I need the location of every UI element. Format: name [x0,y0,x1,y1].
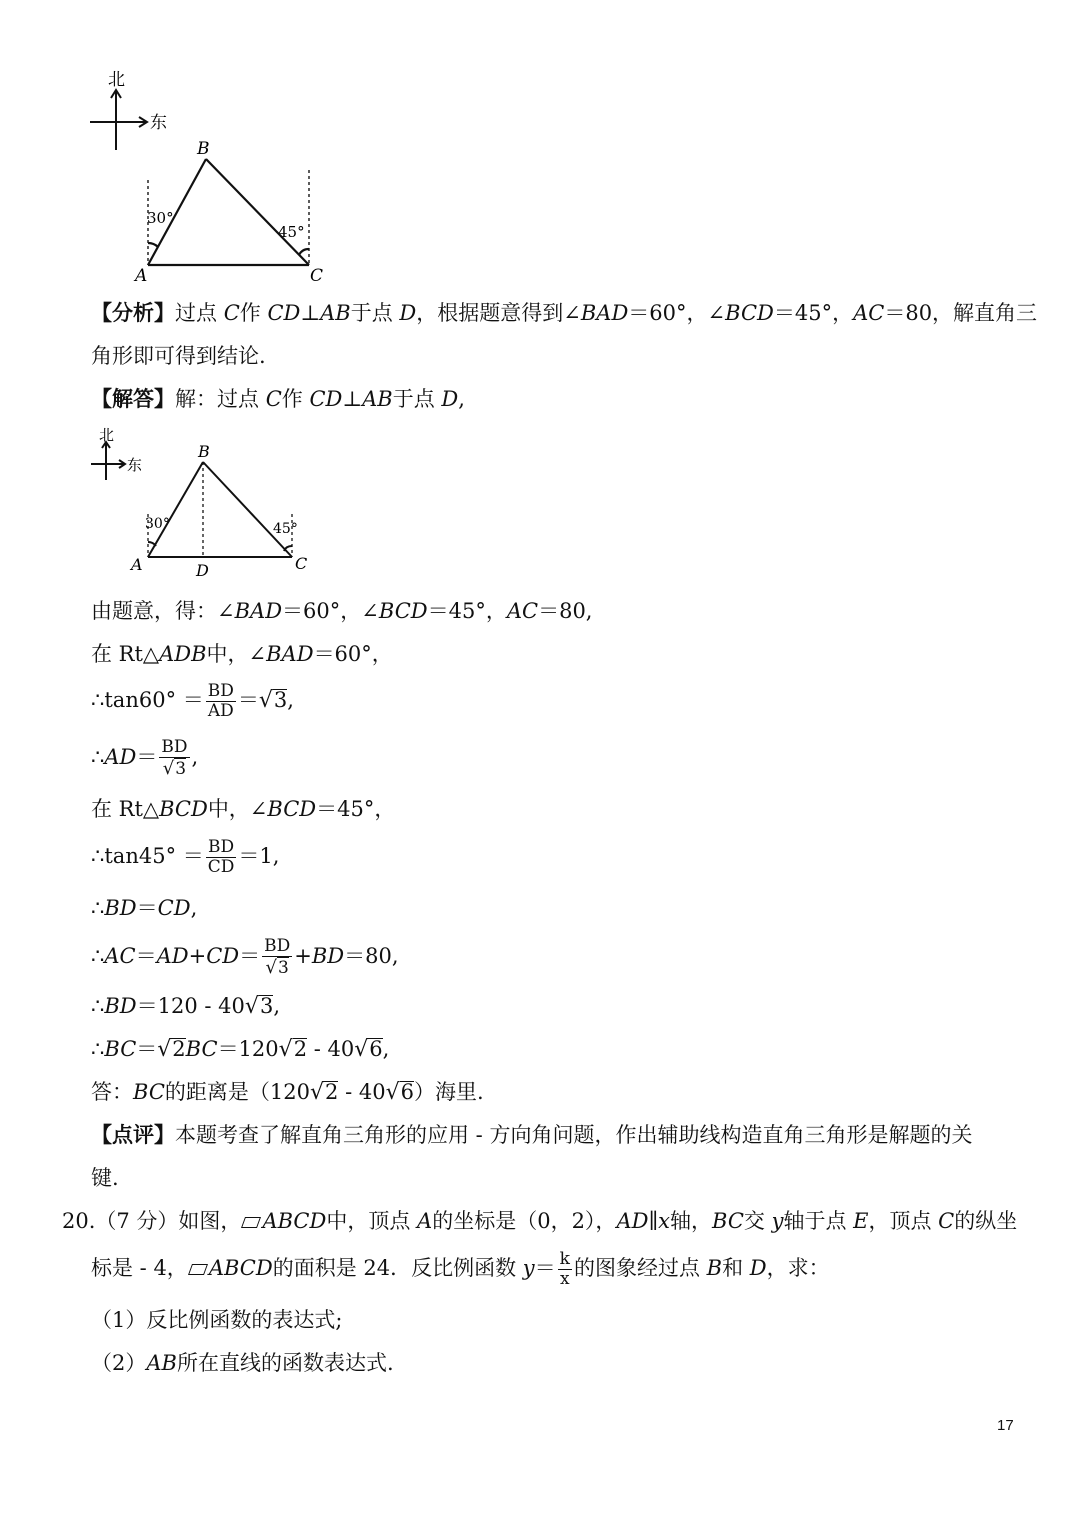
fraction [206,682,236,721]
var: BAD [580,301,629,325]
text: ＝ [135,944,157,968]
east-label: 东 [150,113,167,133]
text: ∴ [91,896,105,920]
var: CD [206,944,240,968]
text: + [188,944,207,968]
compass-2 [91,442,125,480]
text: ，顶点 [868,1209,939,1233]
text: ，求： [766,1256,830,1280]
comment-tag: 【点评】 [91,1122,175,1147]
angle-a-label-2: 30° [145,516,170,532]
text: ＝45°， [316,797,396,821]
point-c-label-2: C [295,554,308,573]
solution-line-3 [91,682,294,721]
text: ∴tan45° ＝ [91,844,204,868]
q20-line-1 [62,1206,1017,1236]
radicand: 3 [273,688,288,712]
text: 的坐标是（0，2）， [432,1209,617,1233]
numerator: BD [207,681,234,701]
text: ＝ [534,1256,556,1280]
denominator: x [560,1269,570,1289]
text: - 40 [338,1080,386,1104]
text: ∥ [648,1209,659,1233]
numerator: BD [208,837,235,857]
radicand: 3 [278,958,289,978]
var: BCD [378,599,428,623]
var: AD [104,745,137,769]
solution-line-7 [91,893,197,923]
point-c-label: C [310,266,324,286]
solution-line-2 [91,639,393,669]
var: AD [156,944,189,968]
text: ＝1, [238,844,280,868]
text: + [294,944,312,968]
var: CD [309,387,343,411]
text: ⊥ [300,301,321,325]
radical-sign: √ [278,1037,293,1062]
text: 中，∠ [206,642,267,666]
q20-line-2 [91,1250,830,1289]
answer-line [91,1077,484,1108]
text: , [382,1037,390,1061]
angle-c-label-2: 45° [273,521,298,537]
text: ∴ [91,994,105,1018]
denominator [161,758,188,779]
var: ABCD [208,1256,273,1280]
var: BD [311,944,345,968]
denominator: CD [207,857,235,877]
comment-text: 本题考查了解直角三角形的应用 - 方向角问题，作出辅助线构造直角三角形是解题的关 [175,1123,973,1147]
figure-2 [85,420,325,585]
radical-sign: √ [309,1080,325,1105]
analysis-line-1 [91,298,1037,328]
point-a-label-2: A [131,555,143,574]
text: 的距离是（120 [164,1080,310,1104]
text: , [287,688,294,712]
text: - 40 [307,1037,355,1061]
radicand: 3 [259,994,274,1018]
fraction [206,838,237,877]
var: AB [320,301,351,325]
solution-line-9 [91,991,280,1022]
fraction [262,937,292,978]
var: BC [104,1037,137,1061]
radicand: 6 [400,1080,414,1104]
var: BAD [266,642,314,666]
solution-line-6 [91,838,279,877]
numerator: BD [264,936,291,956]
denominator [264,957,291,978]
var: BC [133,1080,165,1104]
text: ＝ [136,1037,158,1061]
var: A [417,1209,433,1233]
text: ＝80，解直角三 [884,301,1038,325]
radical-sign: √ [157,1037,172,1062]
text: 所在直线的函数表达式. [176,1351,394,1375]
radical-sign: √ [354,1037,369,1062]
radicand: 6 [369,1037,383,1061]
page-number: 17 [997,1417,1014,1434]
text: ＝60°， [313,642,393,666]
radical-sign: √ [244,994,259,1019]
point-a-label: A [135,266,148,286]
text: ＝ [136,745,158,769]
radical-sign: √ [385,1080,400,1105]
var: ABCD [262,1209,327,1233]
text: ＝80, [538,599,593,623]
north-label: 北 [108,70,125,90]
var: CD [157,896,191,920]
text: 解：过点 [175,387,266,411]
point-b-label: B [197,139,210,159]
parallelogram-icon [188,1264,208,1275]
solution-line-8 [91,937,399,978]
east-label-2: 东 [127,456,143,474]
var: x [658,1209,670,1233]
text: , [458,387,465,411]
text: ＝60°，∠ [282,599,379,623]
text: , [191,745,199,769]
point-b-label-2: B [198,442,210,461]
var: D [749,1256,767,1280]
solution-tag: 【解答】 [91,386,175,411]
radicand: 2 [325,1080,339,1104]
text: 标是 - 4， [91,1256,188,1280]
text: 的面积是 24．反比例函数 [272,1256,523,1280]
comment-line-2: 键. [91,1166,119,1190]
compass-1 [90,90,147,150]
analysis-tag: 【分析】 [91,300,175,325]
solution-line-5 [91,794,395,824]
text: 轴于点 [783,1209,854,1233]
parallelogram-icon [241,1217,261,1228]
text: 中，∠ [207,797,268,821]
radical-sign: √ [162,758,175,779]
var: AC [853,301,885,325]
text: ＝60°，∠ [628,301,726,325]
radicand: 3 [175,759,187,779]
point-d-label-2: D [196,561,209,580]
text: , [190,896,198,920]
solution-line-4 [91,738,198,779]
text: 由题意，得：∠ [91,599,235,623]
text: ＝ [136,896,158,920]
text: 于点 [350,301,400,325]
var: ADB [159,642,207,666]
text: ∴ [91,944,105,968]
var: BC [712,1209,744,1233]
var: AC [506,599,539,623]
text: 的图象经过点 [573,1256,707,1280]
text: 在 Rt△ [91,642,160,666]
var: C [223,301,240,325]
numerator: BD [161,737,188,757]
text: 作 [281,387,310,411]
text: 20.（7 分）如图， [62,1209,242,1233]
radicand: 2 [293,1037,308,1061]
text: ＝80, [344,944,399,968]
var: C [265,387,282,411]
var: y [522,1256,535,1280]
var: AC [104,944,136,968]
solution-line-1 [91,596,592,626]
text: ＝120 - 40 [136,994,245,1018]
numerator: k [559,1249,570,1269]
var: D [399,301,417,325]
text: ＝ [239,944,261,968]
figure-1 [80,65,340,290]
triangle-abc-with-d [148,462,292,557]
var: BC [185,1037,218,1061]
q20-part-2 [91,1348,394,1378]
var: E [853,1209,869,1233]
text: （2） [91,1351,147,1375]
text: 于点 [392,387,442,411]
radical-sign: √ [258,688,273,713]
text: 和 [722,1256,750,1280]
radical-sign: √ [265,957,278,978]
text: ∴ [91,1037,105,1061]
text: ＝ [237,688,259,712]
var: BCD [267,797,317,821]
var: B [706,1256,723,1280]
angle-a-label: 30° [147,209,174,227]
text: ，根据题意得到∠ [416,301,581,325]
text: 作 [239,301,268,325]
var: C [938,1209,955,1233]
radicand: 2 [172,1037,186,1061]
text: 交 [743,1209,772,1233]
text: ＝120 [217,1037,279,1061]
text: 的纵坐 [954,1209,1018,1233]
var: BCD [725,301,774,325]
var: AB [146,1351,177,1375]
denominator: AD [207,701,234,721]
solution-line-10 [91,1034,389,1065]
var: BCD [159,797,208,821]
text: 答： [91,1080,133,1104]
text: 在 Rt△ [91,797,160,821]
text: ＝45°， [427,599,507,623]
var: BD [104,994,137,1018]
text: ＝45°， [773,301,854,325]
comment-line-1 [91,1120,972,1150]
var: y [771,1209,784,1233]
north-label-2: 北 [99,426,115,444]
angle-c-label: 45° [278,223,305,241]
text: 中，顶点 [326,1209,418,1233]
text: 过点 [175,301,224,325]
var: CD [267,301,301,325]
fraction [558,1250,572,1289]
text: 轴， [670,1209,712,1233]
solution-intro [91,384,465,414]
var: BAD [234,599,283,623]
var: BD [104,896,137,920]
text: ）海里. [413,1080,484,1104]
q20-part-1: （1）反比例函数的表达式; [91,1308,343,1332]
text: , [273,994,281,1018]
text: ∴ [91,745,105,769]
text: ∴tan60° ＝ [91,688,204,712]
analysis-line-2: 角形即可得到结论. [91,344,266,368]
fraction [159,738,189,779]
text: ⊥ [342,387,363,411]
var: AB [362,387,393,411]
var: D [441,387,459,411]
var: AD [616,1209,649,1233]
